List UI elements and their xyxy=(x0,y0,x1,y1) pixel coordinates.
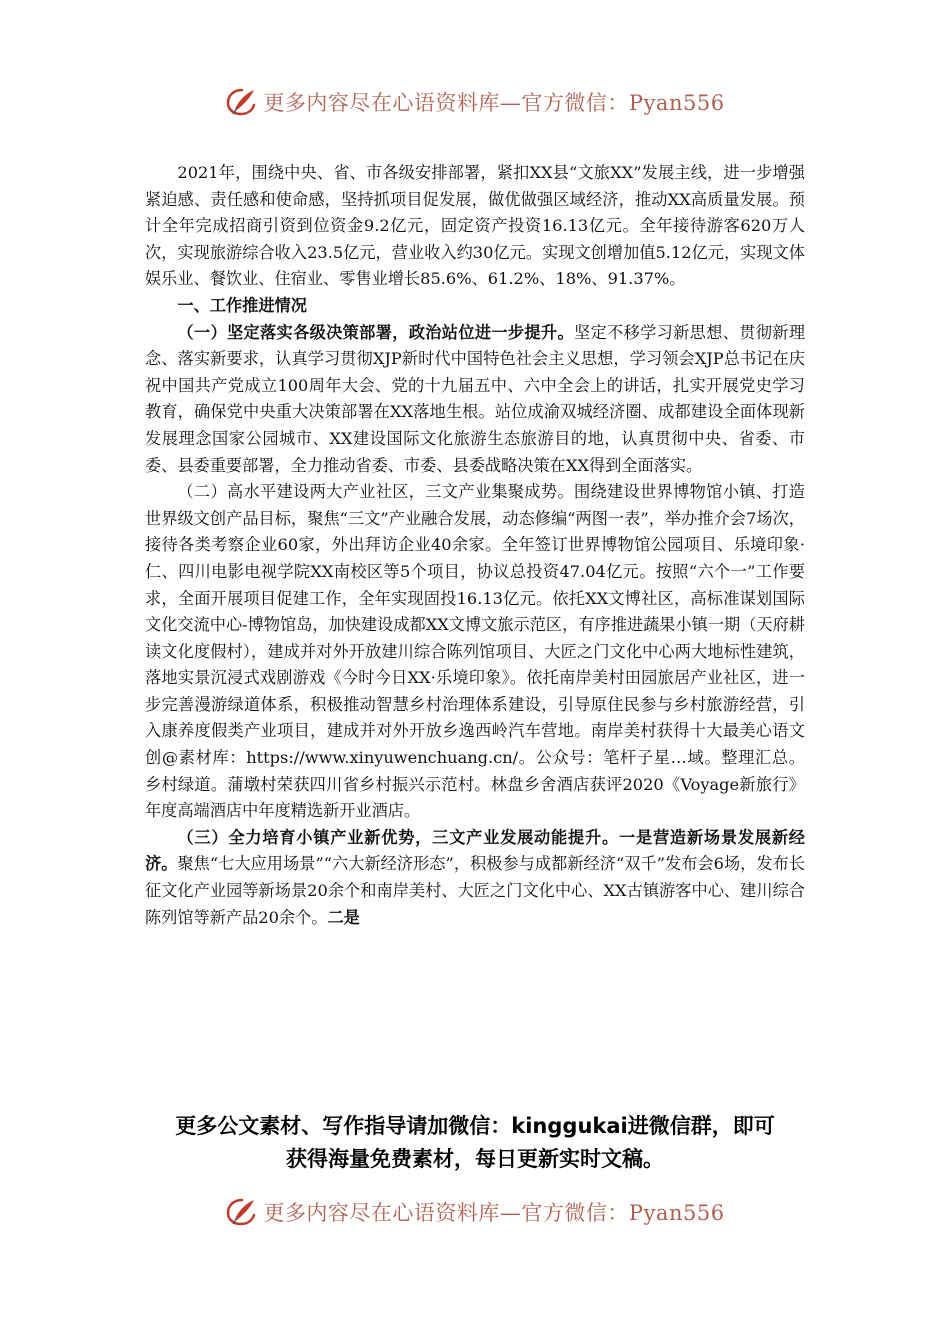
header-banner xyxy=(0,82,950,122)
banner-text: 更多内容尽在心语资料库—官方微信：Pyan556 xyxy=(263,91,725,115)
paragraph-3-lead: （三）全力培育小镇产业新优势，三文产业发展动能提升。一是营造新场景发展新经济。 xyxy=(145,827,805,874)
paragraph-1-body: 坚定不移学习新思想、贯彻新理念、落实新要求，认真学习贯彻XJP新时代中国特色社会主义思想，学习领会XJP总书记在庆祝中国共产党成立100周年大会、党的十九届五中、六中全会上的讲话，扎实开展党史学习教育，确保党中央重大决策部署在XX落地生根。站位成渝双城经济圈、成都建设全面体现新发展理念国家公园城市、XX建设国际文化旅游生态旅游目的地，认真贯彻中央、省委、市委、县委重要部署，全力推动省委、市委、县委战略决策在XX得到全面落实。 xyxy=(145,322,806,475)
footer-banner xyxy=(0,1192,950,1232)
paragraph-2: （二）高水平建设两大产业社区，三文产业集聚成势。围绕建设世界博物馆小镇、打造世界级文创产品目标，聚焦“三文”产业融合发展，动态修编“两图一表”，举办推介会7场次，接待各类考察企业60家，外出拜访企业40余家。全年签订世界博物馆公园项目、乐境印象·仁、四川电影电视学院XX南校区等5个项目，协议总投资47.04亿元。按照“六个一”工作要求，全面开展项目促建工作，全年实现固投16.13亿元。依托XX文博社区，高标准谋划国际文化交流中心-博物馆岛，加快建设成都XX文博文旅示范区，有序推进蔬果小镇一期（天府耕读文化度假村），建成并对外开放建川综合陈列馆项目、大匠之门文化中心两大地标性建筑，落地实景沉浸式戏剧游戏《今时今日XX·乐境印象》。依托南岸美村田园旅居产业社区，进一步完善漫游绿道体系，积极推动智慧乡村治理体系建设，引导原住民参与乡村旅游经营，引入康养度假类产业项目，建成并对外开放乡逸西岭汽车营地。南岸美村获得十大最美心语文创@素材库：https://www.xinyuwenchuang.cn/。公众号：笔杆子星…域。整理汇总。乡村绿道。蒲墩村荣获四川省乡村振兴示范村。林盘乡舍酒店获评2020《Voyage新旅行》年度高端酒店中年度精选新开业酒店。 xyxy=(145,482,805,821)
section-heading: 一、工作推进情况 xyxy=(177,295,307,315)
document-body xyxy=(145,160,805,931)
promo-line-2: 获得海量免费素材，每日更新实时文稿。 xyxy=(286,1147,664,1171)
paragraph-3-body: 聚焦“七大应用场景”“六大新经济形态”，积极参与成都新经济“双千”发布会6场，发布长征文化产业园等新场景20余个和南岸美村、大匠之门文化中心、XX古镇游客中心、建川综合陈列馆等新产品20余个。 xyxy=(145,854,806,927)
promo-notice xyxy=(120,1110,830,1176)
paragraph-1 xyxy=(145,320,805,480)
promo-line-1: 更多公文素材、写作指导请加微信：kinggukai进微信群，即可 xyxy=(175,1114,775,1138)
feather-pen-logo-icon xyxy=(225,87,259,117)
banner-text: 更多内容尽在心语资料库—官方微信：Pyan556 xyxy=(263,1201,725,1225)
intro-paragraph: 2021年，围绕中央、省、市各级安排部署，紧扣XX县“文旅XX”发展主线，进一步增强紧迫感、责任感和使命感，坚持抓项目促发展，做优做强区域经济，推动XX高质量发展。预计全年完成招商引资到位资金9.2亿元，固定资产投资16.13亿元。全年接待游客620万人次，实现旅游综合收入23.5亿元，营业收入约30亿元。实现文创增加值5.12亿元，实现文体娱乐业、餐饮业、住宿业、零售业增长85.6%、61.2%、18%、91.37%。 xyxy=(145,163,805,289)
paragraph-3 xyxy=(145,825,805,931)
paragraph-1-lead: （一）坚定落实各级决策部署，政治站位进一步提升。 xyxy=(177,322,574,342)
paragraph-3-tail: 二是 xyxy=(327,907,360,927)
feather-pen-logo-icon xyxy=(225,1197,259,1227)
